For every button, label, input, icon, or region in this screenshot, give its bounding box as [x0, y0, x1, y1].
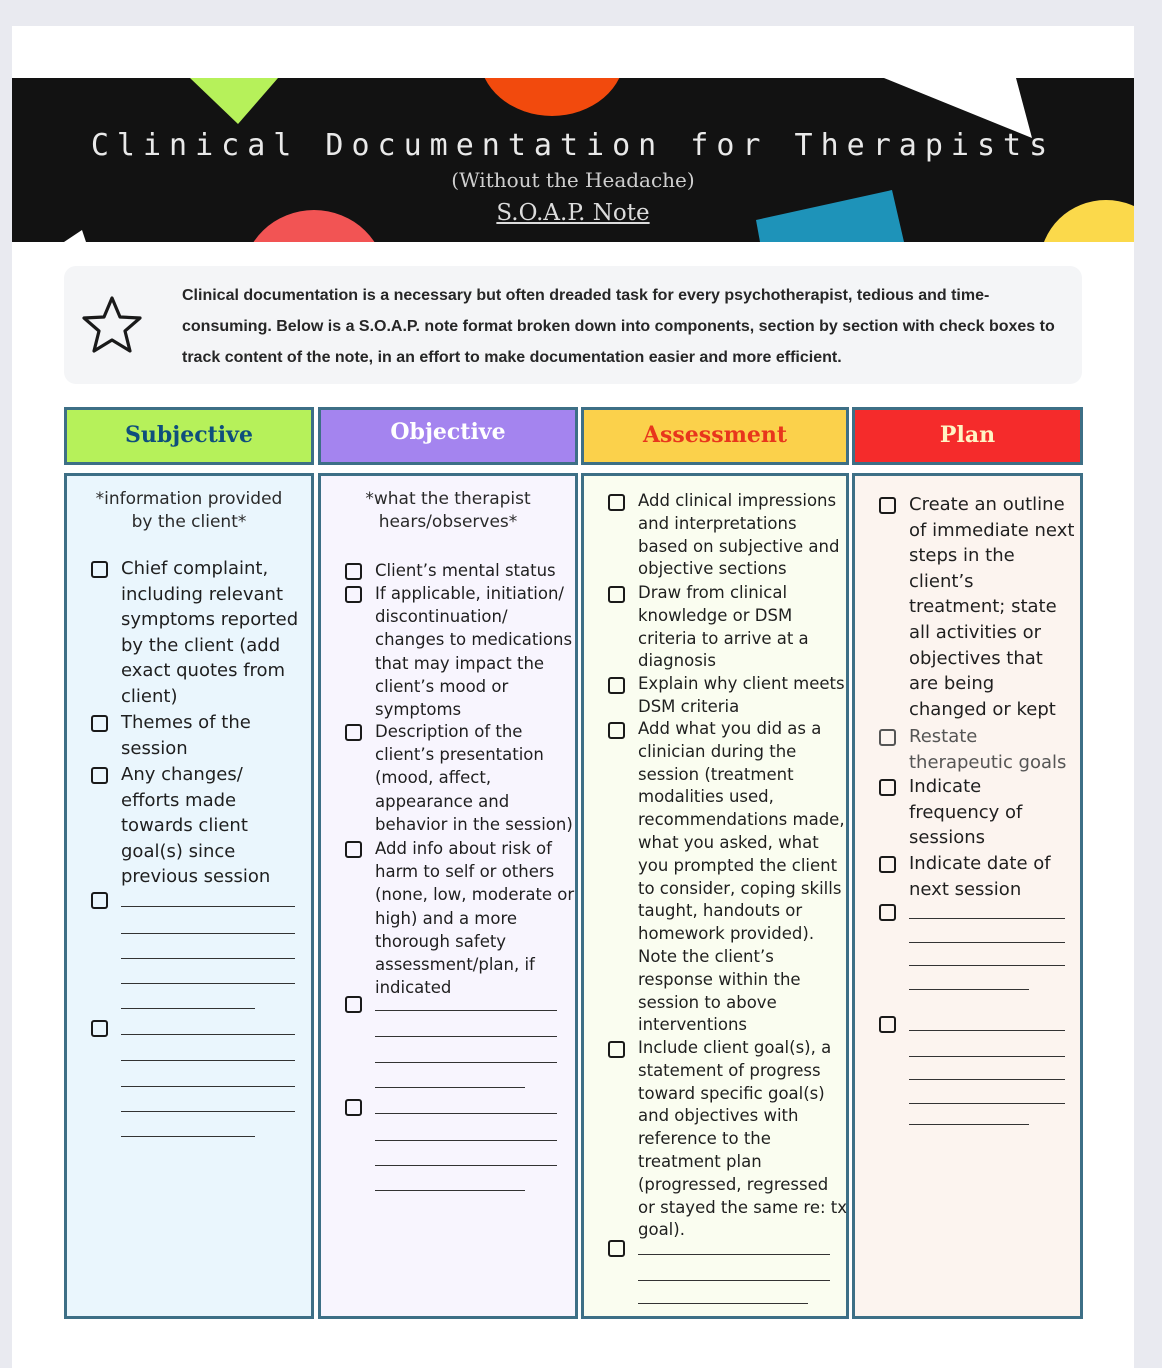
subjective-item-text: session [121, 737, 188, 759]
plan-blank-line[interactable] [909, 1103, 1065, 1104]
assessment-item-text: based on subjective and [638, 536, 840, 556]
objective-blank-line[interactable] [375, 1010, 557, 1011]
plan-blank-line[interactable] [909, 1079, 1065, 1080]
objective-item-text: discontinuation/ [375, 607, 508, 627]
objective-item-text: changes to medications [375, 630, 573, 650]
objective-blank-line[interactable] [375, 1087, 525, 1088]
objective-item-checkbox[interactable] [345, 724, 362, 741]
page-subtitle: (Without the Headache) [451, 168, 695, 192]
assessment-item-checkbox[interactable] [608, 586, 625, 603]
objective-item-text: (mood, affect, [375, 768, 492, 788]
assessment-item-text: (progressed, regressed [638, 1174, 829, 1194]
assessment-item-checkbox[interactable] [608, 494, 625, 511]
plan-item-text: next session [909, 878, 1022, 900]
star-icon [80, 294, 144, 356]
plan-item-text: of immediate next [909, 519, 1075, 541]
subjective-item-text: symptoms reported [121, 609, 299, 631]
objective-item-text: high) and a more [375, 908, 518, 928]
subjective-blank-checkbox[interactable] [91, 1020, 108, 1037]
assessment-item-text: reference to the [638, 1129, 771, 1149]
assessment-item-text: clinician during the [638, 741, 797, 761]
plan-blank-line[interactable] [909, 1124, 1029, 1125]
header-banner [12, 78, 1134, 242]
plan-item-text: Create an outline [909, 494, 1065, 515]
plan-item-text: Indicate [909, 776, 982, 797]
assessment-item-text: and objectives with [638, 1106, 799, 1126]
objective-label: Objective [390, 419, 506, 445]
objective-blank-checkbox[interactable] [345, 996, 362, 1013]
assessment-blank-checkbox[interactable] [608, 1240, 625, 1257]
intro-text: Clinical documentation is a necessary but often dreaded task for every psychotherapist, tedious and time-consuming. Below is a S.O.A.P. note format broken down into components, section by section with check boxes to track content of the note, in an effort to make documentation easier and more efficient. [182, 287, 1055, 366]
plan-item-text: steps in the [909, 545, 1015, 567]
objective-item-text: assessment/plan, if [375, 955, 535, 974]
plan-item-text: treatment; state [909, 596, 1057, 618]
plan-blank-line[interactable] [909, 989, 1029, 990]
objective-item-text: behavior in the session) [375, 814, 573, 834]
subjective-header [64, 407, 314, 465]
objective-item-text: indicated [375, 978, 452, 998]
subjective-item-text: efforts made [121, 789, 237, 811]
plan-item-text: objectives that [909, 647, 1043, 669]
objective-item-text: symptoms [375, 700, 462, 719]
assessment-item-text: DSM criteria [638, 696, 740, 716]
assessment-item-text: criteria to arrive at a [638, 628, 809, 648]
subjective-intro-line: by the client* [131, 512, 247, 532]
subjective-blank-line[interactable] [121, 933, 295, 934]
subjective-blank-line[interactable] [121, 958, 295, 959]
subjective-item-text: including relevant [121, 583, 283, 605]
subjective-item-text: by the client (add [121, 634, 281, 656]
subjective-blank-line[interactable] [121, 1034, 295, 1035]
subjective-item-text: Any changes/ [121, 764, 243, 785]
assessment-item-text: Add what you did as a [638, 719, 822, 738]
objective-blank-line[interactable] [375, 1062, 557, 1063]
subjective-blank-line[interactable] [121, 906, 295, 907]
subjective-item-text: goal(s) since [121, 840, 236, 862]
assessment-item-text: or stayed the same re: tx [638, 1197, 848, 1217]
plan-item-checkbox[interactable] [879, 497, 896, 514]
plan-item-text: sessions [909, 827, 986, 849]
objective-intro-line: hears/observes* [378, 512, 518, 532]
page-title: Clinical Documentation for Therapists [90, 128, 1056, 163]
plan-blank-line[interactable] [909, 1056, 1065, 1057]
plan-header [852, 407, 1083, 465]
objective-blank-checkbox[interactable] [345, 1099, 362, 1116]
assessment-item-text: and interpretations [638, 513, 797, 533]
objective-blank-line[interactable] [375, 1036, 557, 1037]
assessment-item-text: homework provided). [638, 924, 815, 944]
assessment-item-text: Add clinical impressions [638, 491, 837, 510]
assessment-item-checkbox[interactable] [608, 677, 625, 694]
green-square-shape [190, 78, 278, 124]
subjective-blank-line[interactable] [121, 1136, 255, 1137]
plan-item-checkbox[interactable] [879, 779, 896, 796]
plan-item-text: changed or kept [909, 698, 1056, 720]
objective-column [318, 473, 578, 1319]
subjective-item-checkbox[interactable] [91, 767, 108, 784]
note-title: S.O.A.P. Note [496, 200, 650, 226]
assessment-item-text: goal). [638, 1220, 685, 1240]
assessment-item-text: Note the client’s [638, 947, 774, 966]
subjective-column [64, 473, 314, 1319]
document-page [12, 26, 1134, 1368]
assessment-item-text: what you asked, what [638, 833, 819, 852]
objective-header [318, 407, 578, 465]
plan-item-text: client’s [909, 570, 974, 592]
plan-item-text: Indicate date of [909, 853, 1051, 874]
subjective-blank-line[interactable] [121, 1060, 295, 1061]
subjective-blank-line[interactable] [121, 1111, 295, 1112]
assessment-item-checkbox[interactable] [608, 1041, 625, 1058]
plan-item-text: are being [909, 673, 995, 695]
plan-item-text: frequency of [909, 801, 1023, 823]
assessment-item-text: objective sections [638, 559, 787, 579]
assessment-blank-line[interactable] [638, 1280, 830, 1281]
subjective-intro-line: *information provided [95, 489, 283, 509]
objective-item-checkbox[interactable] [345, 841, 362, 858]
objective-item-text: Add info about risk of [375, 839, 552, 858]
subjective-item-text: client) [121, 686, 178, 707]
assessment-item-text: treatment plan [638, 1152, 762, 1171]
plan-item-checkbox[interactable] [879, 729, 896, 746]
assessment-item-text: toward specific goal(s) [638, 1083, 825, 1103]
objective-item-text: If applicable, initiation/ [375, 584, 564, 603]
objective-item-text: client’s mood or [375, 676, 509, 696]
subjective-blank-line[interactable] [121, 1086, 295, 1087]
assessment-item-text: Include client goal(s), a [638, 1038, 832, 1057]
subjective-item-checkbox[interactable] [91, 715, 108, 732]
subjective-item-text: Themes of the [121, 712, 251, 733]
plan-blank-line[interactable] [909, 942, 1065, 943]
plan-label: Plan [939, 422, 996, 448]
objective-item-text: harm to self or others [375, 862, 555, 882]
assessment-item-text: interventions [638, 1015, 748, 1035]
white-corner-shape [64, 230, 86, 242]
subjective-label: Subjective [125, 422, 253, 448]
assessment-item-text: diagnosis [638, 651, 716, 671]
objective-blank-line[interactable] [375, 1113, 557, 1114]
objective-item-checkbox[interactable] [345, 563, 362, 580]
plan-blank-checkbox[interactable] [879, 1016, 896, 1033]
assessment-item-text: response within the [638, 969, 801, 989]
objective-item-text: that may impact the [375, 653, 545, 673]
plan-item-text: therapeutic goals [909, 751, 1067, 773]
intro-box [64, 266, 1082, 384]
plan-item-checkbox[interactable] [879, 856, 896, 873]
plan-column [852, 473, 1083, 1319]
objective-blank-line[interactable] [375, 1190, 525, 1191]
assessment-item-checkbox[interactable] [608, 722, 625, 739]
assessment-item-text: session to above [638, 992, 777, 1012]
assessment-item-text: knowledge or DSM [638, 605, 793, 625]
objective-item-text: Client’s mental status [375, 561, 556, 580]
assessment-blank-line[interactable] [638, 1303, 808, 1304]
subjective-blank-checkbox[interactable] [91, 892, 108, 909]
objective-item-text: (none, low, moderate or [375, 885, 575, 905]
assessment-item-text: you prompted the client [638, 855, 838, 875]
subjective-item-checkbox[interactable] [91, 561, 108, 578]
assessment-label: Assessment [642, 422, 788, 448]
objective-item-text: thorough safety [375, 931, 507, 951]
objective-blank-line[interactable] [375, 1140, 557, 1141]
objective-intro-line: *what the therapist [365, 489, 531, 509]
assessment-item-text: recommendations made, [638, 810, 845, 830]
subjective-item-text: previous session [121, 866, 271, 888]
assessment-item-text: to consider, coping skills [638, 878, 842, 898]
assessment-item-text: statement of progress [638, 1060, 821, 1080]
assessment-column [581, 473, 849, 1319]
subjective-item-text: towards client [121, 815, 248, 837]
assessment-blank-line[interactable] [638, 1254, 830, 1255]
objective-blank-line[interactable] [375, 1165, 557, 1166]
plan-item-text: Restate [909, 726, 978, 747]
assessment-item-text: modalities used, [638, 787, 774, 807]
subjective-blank-line[interactable] [121, 983, 295, 984]
assessment-item-text: taught, handouts or [638, 901, 803, 921]
objective-item-text: client’s presentation [375, 745, 544, 765]
plan-blank-checkbox[interactable] [879, 904, 896, 921]
plan-blank-line[interactable] [909, 918, 1065, 919]
orange-circle-shape [479, 78, 625, 116]
subjective-blank-line[interactable] [121, 1008, 255, 1009]
plan-blank-line[interactable] [909, 1030, 1065, 1031]
subjective-item-text: Chief complaint, [121, 558, 269, 579]
plan-item-text: all activities or [909, 622, 1042, 643]
assessment-header [581, 407, 849, 465]
plan-blank-line[interactable] [909, 965, 1065, 966]
assessment-item-text: Explain why client meets [638, 674, 845, 693]
objective-item-text: appearance and [375, 791, 510, 811]
objective-item-checkbox[interactable] [345, 586, 362, 603]
subjective-item-text: exact quotes from [121, 660, 286, 682]
objective-item-text: Description of the [375, 722, 523, 741]
assessment-item-text: Draw from clinical [638, 583, 788, 602]
assessment-item-text: session (treatment [638, 764, 794, 784]
